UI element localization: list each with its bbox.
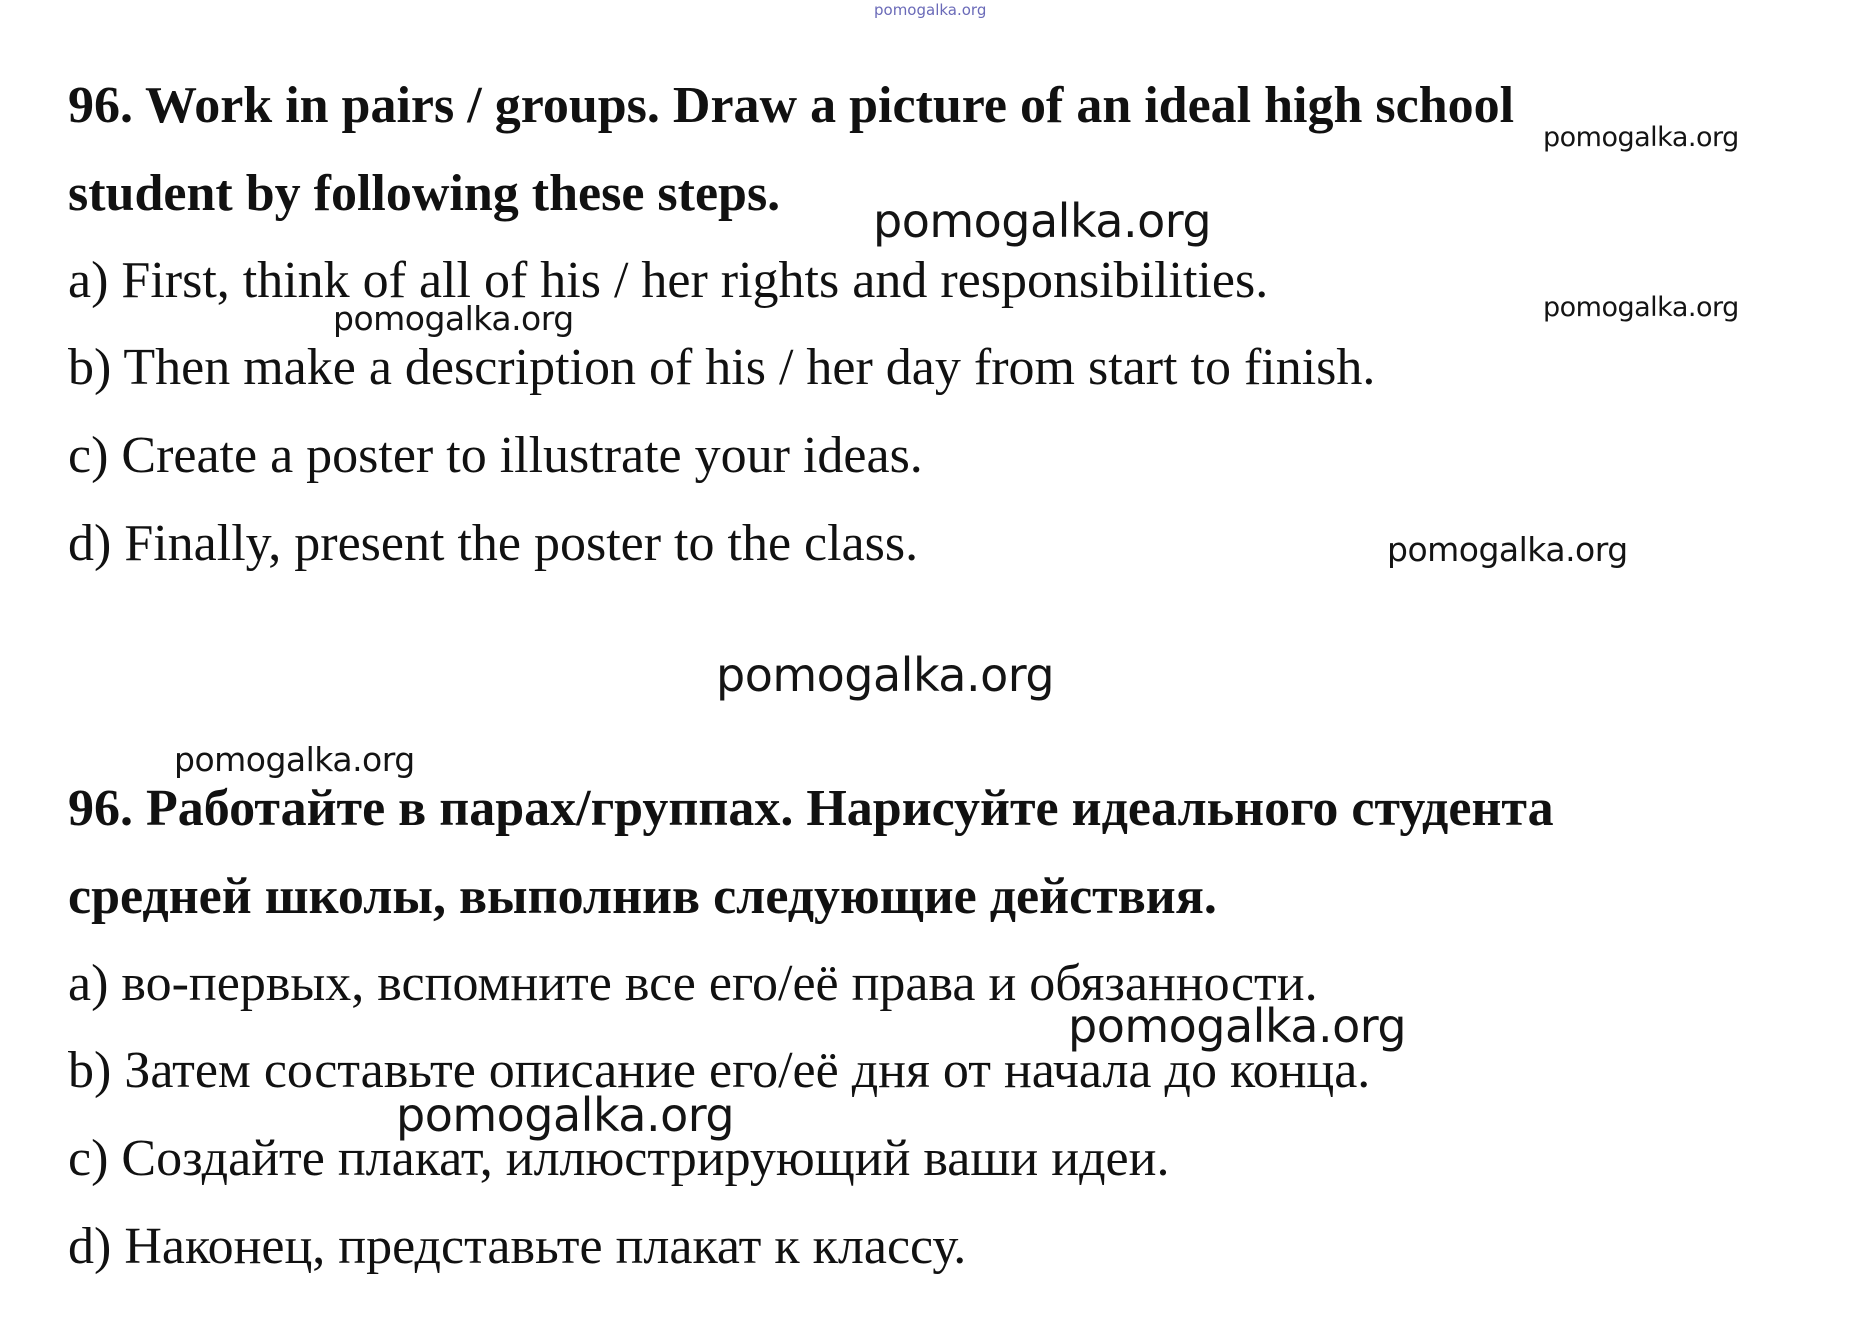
russian-step-a: a) во-первых, вспомните все его/её права и обязанности. (68, 955, 1318, 1012)
russian-step-b: b) Затем составьте описание его/её дня от начала до конца. (68, 1042, 1371, 1099)
watermark-top: pomogalka.org (874, 1, 987, 19)
english-step-d: d) Finally, present the poster to the class. (68, 515, 919, 572)
watermark: pomogalka.org (1387, 530, 1628, 569)
russian-step-d: d) Наконец, представьте плакат к классу. (68, 1218, 967, 1275)
english-heading-line-2: student by following these steps. (68, 165, 781, 222)
russian-heading-line-1: 96. Работайте в парах/группах. Нарисуйте идеального студента (68, 780, 1554, 837)
watermark: pomogalka.org (1543, 292, 1739, 323)
watermark: pomogalka.org (333, 299, 574, 338)
english-step-c: c) Create a poster to illustrate your ideas. (68, 427, 923, 484)
watermark: pomogalka.org (716, 648, 1055, 702)
watermark: pomogalka.org (396, 1088, 735, 1142)
russian-heading-line-2: средней школы, выполнив следующие действия. (68, 868, 1217, 925)
watermark: pomogalka.org (873, 194, 1212, 248)
watermark: pomogalka.org (1543, 122, 1739, 153)
english-step-a: a) First, think of all of his / her rights and responsibilities. (68, 252, 1269, 309)
english-heading-line-1: 96. Work in pairs / groups. Draw a picture of an ideal high school (68, 77, 1515, 134)
watermark: pomogalka.org (174, 740, 415, 779)
russian-step-c: c) Создайте плакат, иллюстрирующий ваши идеи. (68, 1130, 1170, 1187)
watermark: pomogalka.org (1068, 999, 1407, 1053)
english-step-b: b) Then make a description of his / her day from start to finish. (68, 339, 1376, 396)
